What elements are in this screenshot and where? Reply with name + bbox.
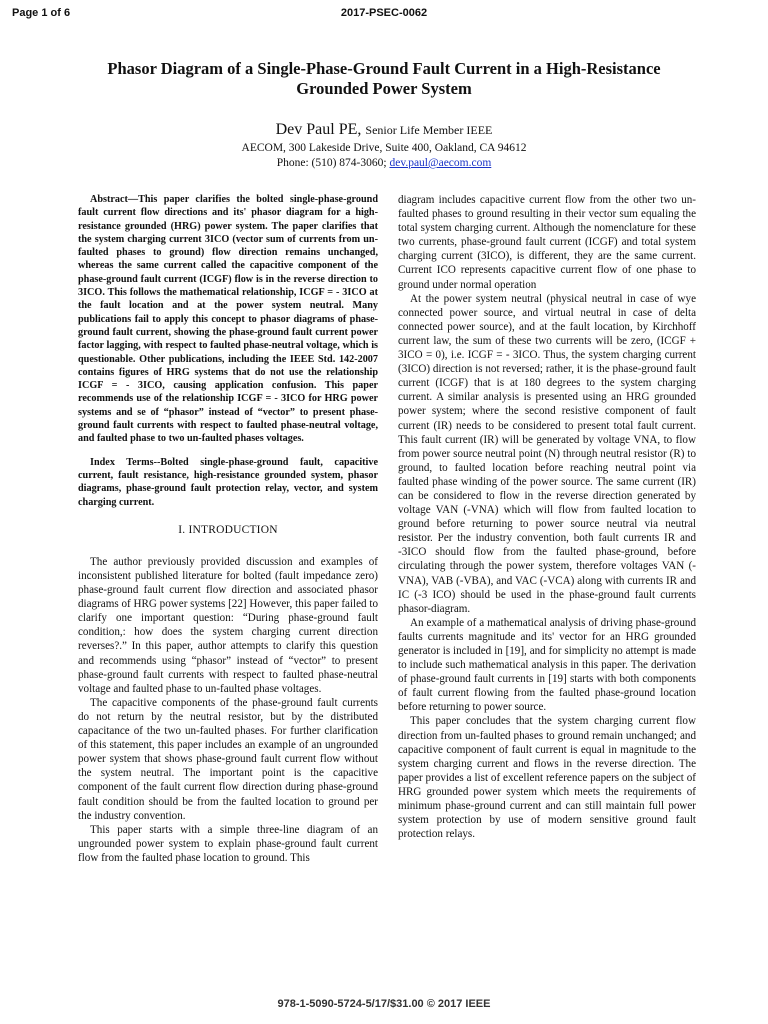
paragraph: The capacitive components of the phase-ground fault currents do not return by the neutral resistor, but by the distributed capacitance of the two un-faulted phases. For further clarification of this statement, this paper includes an example of an ungrounded power system that shows phase-ground fault current flow without the system neutral. The important point is the capacitive component of the fault current flow direction during phase-ground fault condition should be from the faulted location to ground per the industry convention. [78, 696, 378, 822]
phone: Phone: (510) 874-3060; [276, 157, 387, 169]
affiliation-block [0, 141, 768, 171]
abstract: Abstract—This paper clarifies the bolted single-phase-ground fault current flow directions and its' phasor diagram for a high-resistance grounded (HRG) power system. The paper clarifies that the system charging current 3ICO (vector sum of currents from un-faulted phases to ground) flow direction remains unchanged, whereas the same current called the capacitive component of the phase-ground fault current (ICGF) flow is in the reverse direction to 3ICO. This follows the mathematical relationship, ICGF = - 3ICO at the fault location and at the power system neutral. Many publications fail to apply this concept to phasor diagrams of phase-ground fault current, showing the phase-ground fault current power factor lagging, with respect to faulted phase-neutral voltage, which is questionable. Other publications, including the IEEE Std. 142-2007 contains figures of HRG systems that do not use the relationship ICGF = - 3ICO, causing application confusion. This paper recommends use of the relationship ICGF = - 3ICO for HRG power systems and se of “phasor” instead of “vector” to present phase-ground fault currents with respect to faulted phase-neutral voltage, and faulted phase to two un-faulted phases voltages. [78, 194, 378, 445]
page-number: Page 1 of 6 [12, 7, 71, 19]
author-line [0, 121, 768, 139]
author-name: Dev Paul PE, [275, 121, 362, 138]
left-column [78, 193, 378, 865]
paragraph: diagram includes capacitive current flow from the other two un-faulted phases to ground resulting in their vector sum equaling the total system charging current. Although the nomenclature for these two currents, phase-ground fault current (ICGF) and total system charging current (3ICO), is different, they are the same current. Current ICO represents capacitive current flow of one phase to ground under normal operation [398, 194, 696, 291]
contact-line [0, 156, 768, 171]
paragraph: An example of a mathematical analysis of driving phase-ground faults currents magnitude and its' vector for an HRG grounded generator is included in [19], and for simplicity no attempt is made to include such mathematical analysis in this paper. The derivation of phase-ground fault currents in [19] starts with both components of fault current flowing from the faulted phase-ground location before returning to power source. [398, 616, 696, 714]
author-role: Senior Life Member IEEE [365, 123, 493, 137]
email-link[interactable]: dev.paul@aecom.com [389, 157, 492, 169]
paragraph: This paper concludes that the system charging current flow direction from un-faulted phases to ground remain unchanged; and capacitive component of fault current is equal in magnitude to the system charging current and flows in the reverse direction. The paper provides a list of excellent reference papers on the subject of HRG grounded power system which meets the requirements of minimum phase-ground current and can still maintain full power system protection by use of modern sensitive ground fault protection relays. [398, 715, 696, 841]
paragraph: The author previously provided discussion and examples of inconsistent published literature for bolted (fault impedance zero) phase-ground fault current flow direction and associated phasor diagrams of HRG power systems [22] However, this paper failed to clarify one important question: “During phase-ground fault condition,: how does the system charging current direction reverses?.” In this paper, author attempts to clarify this question and recommends using “phasor” instead of “vector” to present phase-ground fault currents with respect to faulted phase-neutral voltage and faulted phase to un-faulted phase voltages. [78, 555, 378, 695]
paper-title [60, 59, 708, 99]
right-column [398, 193, 696, 841]
title-line-1: Phasor Diagram of a Single-Phase-Ground Fault Current in a High-Resistance [107, 59, 661, 78]
section-heading: I. INTRODUCTION [178, 523, 278, 536]
paragraph: This paper starts with a simple three-line diagram of an ungrounded power system to explain phase-ground fault current flow from the faulted phase location to ground. This [78, 823, 378, 864]
document-id: 2017-PSEC-0062 [340, 7, 428, 19]
copyright-footer: 978-1-5090-5724-5/17/$31.00 © 2017 IEEE [277, 998, 491, 1010]
index-terms: Index Terms--Bolted single-phase-ground fault, capacitive current, fault resistance, high-resistance grounded system, phasor diagrams, phase-ground fault protection relay, vector, and system charging current. [78, 456, 378, 508]
title-line-2: Grounded Power System [296, 79, 472, 98]
affiliation: AECOM, 300 Lakeside Drive, Suite 400, Oakland, CA 94612 [241, 142, 527, 154]
paragraph: At the power system neutral (physical neutral in case of wye connected power source, and virtual neutral in case of delta connected power source), and at the fault location, by Kirchhoff current law, the sum of these two currents will be zero, (ICGF + 3ICO = 0), i.e. ICGF = - 3ICO. Thus, the system charging current (3ICO) direction is not reversed; rather, it is the phase-ground fault current (ICGF) that is at 180 degrees to the system charging current. A similar analysis is presented using an HRG grounded power system; where the second resistive component of fault current (IR) needs to be considered to present total fault current. This fault current (IR) will be generated by voltage VNA, to flow from power source neutral point (N) through neutral resistor (R) to ground, to faulted location before reaching neutral point via faulted phase winding of the power source. The same current (IR) can be considered to flow in the reverse direction generated by voltage VAN (-VNA) which will flow from faulted location to ground before returning to power source neutral via neutral resistor. Per the industry convention, both fault currents IR and -3ICO should flow from the faulted phase-ground, before circulating through the power system, therefore voltages VAN (-VNA), VAB (-VBA), and VAC (-VCA) along with currents IR and IC (-3 ICO) should be used in the phase-ground fault currents phasor-diagram. [398, 292, 696, 615]
